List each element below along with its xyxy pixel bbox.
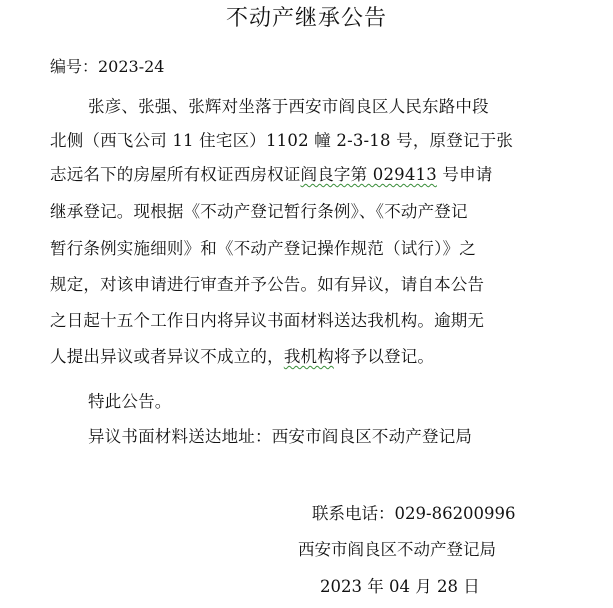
body-line-6: 规定，对该申请进行审查并予公告。如有异议，请自本公告	[50, 275, 485, 294]
body-line-8-part-a: 人提出异议或者异议不成立的，	[50, 347, 284, 366]
body-line-8	[50, 345, 434, 369]
contact-phone: 联系电话：029-86200996	[312, 504, 516, 523]
agency-phrase: 我机构	[283, 347, 334, 366]
body-line-3-part-a: 志远名下的房屋所有权证西房权证	[50, 165, 301, 184]
body-line-7: 之日起十五个工作日内将异议书面材料送达我机构。逾期无	[50, 311, 485, 330]
certificate-number: 阎良字第 029413	[300, 165, 437, 184]
announcement-title: 不动产继承公告	[225, 6, 387, 31]
body-line-1: 张彦、张强、张辉对坐落于西安市阎良区人民东路中段	[88, 97, 489, 116]
objection-address: 异议书面材料送达地址：西安市阎良区不动产登记局	[88, 427, 473, 446]
body-line-3	[50, 163, 492, 187]
document-number: 编号：2023-24	[50, 57, 165, 76]
body-line-3-part-c: 号申请	[436, 165, 493, 184]
body-line-2: 北侧（西飞公司 11 住宅区）1102 幢 2-3-18 号，原登记于张	[50, 131, 514, 150]
issue-date: 2023 年 04 月 28 日	[320, 577, 480, 596]
body-line-4: 继承登记。现根据《不动产登记暂行条例》、《不动产登记	[50, 202, 468, 221]
issuing-organization: 西安市阎良区不动产登记局	[298, 540, 496, 559]
body-line-8-part-c: 将予以登记。	[333, 347, 435, 366]
special-note: 特此公告。	[88, 392, 172, 411]
body-line-5: 暂行条例实施细则》和《不动产登记操作规范（试行）》之	[50, 239, 476, 258]
